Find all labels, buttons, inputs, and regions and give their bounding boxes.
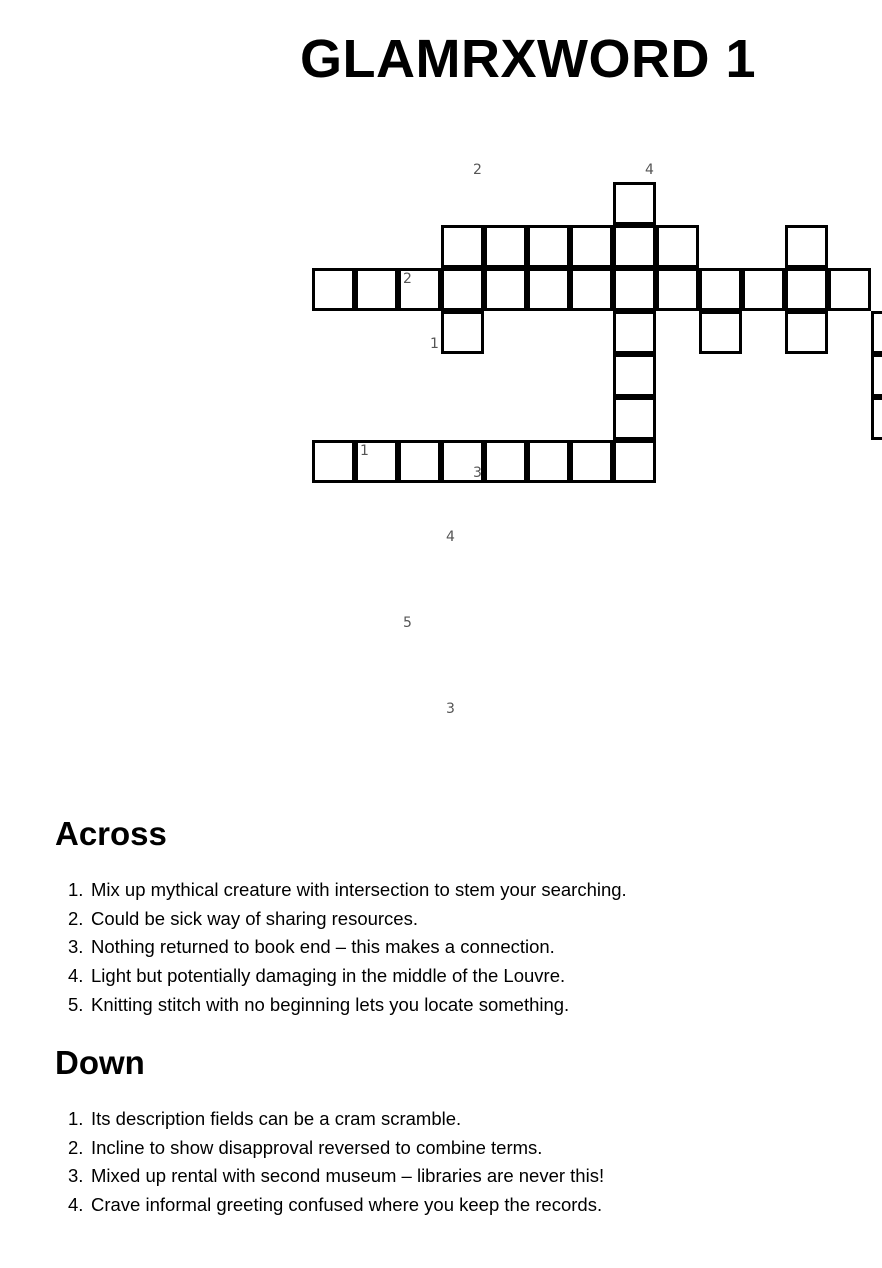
clue-number: 1. bbox=[68, 879, 84, 900]
grid-cell[interactable] bbox=[699, 268, 742, 311]
grid-cell[interactable] bbox=[312, 268, 355, 311]
grid-cell-input[interactable] bbox=[358, 271, 395, 308]
across-clue bbox=[68, 962, 627, 991]
grid-cell[interactable] bbox=[441, 268, 484, 311]
grid-cell-input[interactable] bbox=[530, 228, 567, 265]
grid-cell[interactable] bbox=[484, 440, 527, 483]
across-clue bbox=[68, 876, 627, 905]
clue-text: Its description fields can be a cram scramble. bbox=[91, 1108, 462, 1129]
grid-cell-input[interactable] bbox=[831, 271, 868, 308]
grid-cell-input[interactable] bbox=[401, 443, 438, 480]
clue-number: 3. bbox=[68, 936, 84, 958]
clue-number: 3. bbox=[68, 1165, 84, 1187]
grid-cell[interactable] bbox=[398, 440, 441, 483]
clue-number: 2. bbox=[68, 907, 84, 929]
grid-cell-input[interactable] bbox=[487, 228, 524, 265]
grid-cell[interactable] bbox=[570, 440, 613, 483]
down-clue-list bbox=[68, 1105, 604, 1220]
grid-cell[interactable] bbox=[398, 268, 441, 311]
grid-cell[interactable] bbox=[355, 440, 398, 483]
grid-cell-input[interactable] bbox=[616, 185, 653, 222]
grid-cell-input[interactable] bbox=[874, 357, 882, 394]
grid-cell[interactable] bbox=[527, 225, 570, 268]
clue-text: Crave informal greeting confused where you keep the records. bbox=[91, 1194, 603, 1216]
down-clue bbox=[68, 1134, 604, 1163]
grid-cell[interactable] bbox=[742, 268, 785, 311]
grid-cell-input[interactable] bbox=[315, 271, 352, 308]
clue-number-label: 4 bbox=[645, 162, 654, 178]
page-title: GLAMRXWORD 1 bbox=[300, 29, 756, 89]
grid-cell-input[interactable] bbox=[616, 271, 653, 308]
grid-cell[interactable] bbox=[871, 311, 882, 354]
grid-cell-input[interactable] bbox=[616, 228, 653, 265]
grid-cell[interactable] bbox=[699, 311, 742, 354]
grid-cell[interactable] bbox=[613, 311, 656, 354]
grid-cell[interactable] bbox=[441, 440, 484, 483]
grid-cell-input[interactable] bbox=[444, 443, 481, 480]
clue-text: Light but potentially damaging in the middle of the Louvre. bbox=[91, 965, 566, 987]
clue-number-label: 5 bbox=[403, 615, 412, 631]
grid-cell-input[interactable] bbox=[573, 271, 610, 308]
clue-text: Could be sick way of sharing resources. bbox=[91, 907, 418, 929]
clue-number: 5. bbox=[68, 993, 84, 1015]
clue-number-label: 3 bbox=[473, 465, 482, 481]
grid-cell-input[interactable] bbox=[530, 271, 567, 308]
across-clue bbox=[68, 905, 627, 934]
grid-cell[interactable] bbox=[871, 397, 882, 440]
across-heading: Across bbox=[55, 815, 167, 852]
grid-cell[interactable] bbox=[441, 311, 484, 354]
down-clue bbox=[68, 1105, 604, 1134]
clue-number: 1. bbox=[68, 1108, 84, 1129]
grid-cell[interactable] bbox=[656, 268, 699, 311]
grid-cell-input[interactable] bbox=[573, 443, 610, 480]
grid-cell-input[interactable] bbox=[444, 271, 481, 308]
grid-cell[interactable] bbox=[484, 225, 527, 268]
grid-cell[interactable] bbox=[613, 182, 656, 225]
grid-cell[interactable] bbox=[570, 225, 613, 268]
grid-cell-input[interactable] bbox=[874, 314, 882, 351]
grid-cell[interactable] bbox=[527, 268, 570, 311]
grid-cell-input[interactable] bbox=[702, 271, 739, 308]
grid-cell-input[interactable] bbox=[315, 443, 352, 480]
grid-cell-input[interactable] bbox=[358, 443, 395, 480]
grid-cell-input[interactable] bbox=[616, 357, 653, 394]
grid-cell[interactable] bbox=[613, 225, 656, 268]
clue-number: 4. bbox=[68, 965, 84, 987]
clue-number-label: 1 bbox=[360, 443, 369, 459]
grid-cell-input[interactable] bbox=[874, 400, 882, 437]
clue-number-label: 1 bbox=[430, 336, 439, 352]
grid-cell[interactable] bbox=[785, 311, 828, 354]
clue-number-label: 3 bbox=[446, 701, 455, 717]
grid-cell[interactable] bbox=[785, 225, 828, 268]
grid-cell[interactable] bbox=[871, 354, 882, 397]
clue-number-label: 2 bbox=[403, 271, 412, 287]
down-clue bbox=[68, 1162, 604, 1191]
across-clue-list bbox=[68, 876, 627, 1019]
grid-cell-input[interactable] bbox=[745, 271, 782, 308]
clue-text: Mixed up rental with second museum – libraries are never this! bbox=[91, 1165, 605, 1187]
clue-text: Nothing returned to book end – this makes a connection. bbox=[91, 936, 555, 958]
clue-number-label: 2 bbox=[473, 162, 482, 178]
grid-cell[interactable] bbox=[570, 268, 613, 311]
across-clue bbox=[68, 991, 627, 1020]
grid-cell[interactable] bbox=[656, 225, 699, 268]
grid-cell-input[interactable] bbox=[444, 228, 481, 265]
grid-cell[interactable] bbox=[613, 354, 656, 397]
grid-cell-input[interactable] bbox=[788, 314, 825, 351]
grid-cell[interactable] bbox=[441, 225, 484, 268]
grid-cell[interactable] bbox=[613, 397, 656, 440]
down-clue bbox=[68, 1191, 604, 1220]
grid-cell[interactable] bbox=[785, 268, 828, 311]
grid-cell-input[interactable] bbox=[487, 271, 524, 308]
grid-cell-input[interactable] bbox=[616, 443, 653, 480]
grid-cell-input[interactable] bbox=[573, 228, 610, 265]
grid-cell-input[interactable] bbox=[702, 314, 739, 351]
clue-text: Knitting stitch with no beginning lets you locate something. bbox=[91, 993, 570, 1015]
grid-cell[interactable] bbox=[828, 268, 871, 311]
clue-text: Incline to show disapproval reversed to combine terms. bbox=[91, 1136, 543, 1158]
clue-number-label: 4 bbox=[446, 529, 455, 545]
grid-cell-input[interactable] bbox=[788, 271, 825, 308]
grid-cell-input[interactable] bbox=[444, 314, 481, 351]
grid-cell-input[interactable] bbox=[616, 314, 653, 351]
grid-cell-input[interactable] bbox=[530, 443, 567, 480]
grid-cell-input[interactable] bbox=[616, 400, 653, 437]
grid-cell[interactable] bbox=[527, 440, 570, 483]
grid-cell[interactable] bbox=[312, 440, 355, 483]
grid-cell[interactable] bbox=[355, 268, 398, 311]
grid-cell[interactable] bbox=[484, 268, 527, 311]
grid-cell-input[interactable] bbox=[659, 228, 696, 265]
across-clue bbox=[68, 933, 627, 962]
clue-number: 2. bbox=[68, 1136, 84, 1158]
clue-number: 4. bbox=[68, 1194, 84, 1216]
grid-cell-input[interactable] bbox=[487, 443, 524, 480]
grid-cell[interactable] bbox=[613, 268, 656, 311]
grid-cell-input[interactable] bbox=[788, 228, 825, 265]
clue-text: Mix up mythical creature with intersection to stem your searching. bbox=[91, 879, 627, 900]
grid-cell-input[interactable] bbox=[401, 271, 438, 308]
grid-cell-input[interactable] bbox=[659, 271, 696, 308]
grid-cell[interactable] bbox=[613, 440, 656, 483]
down-heading: Down bbox=[55, 1044, 145, 1081]
